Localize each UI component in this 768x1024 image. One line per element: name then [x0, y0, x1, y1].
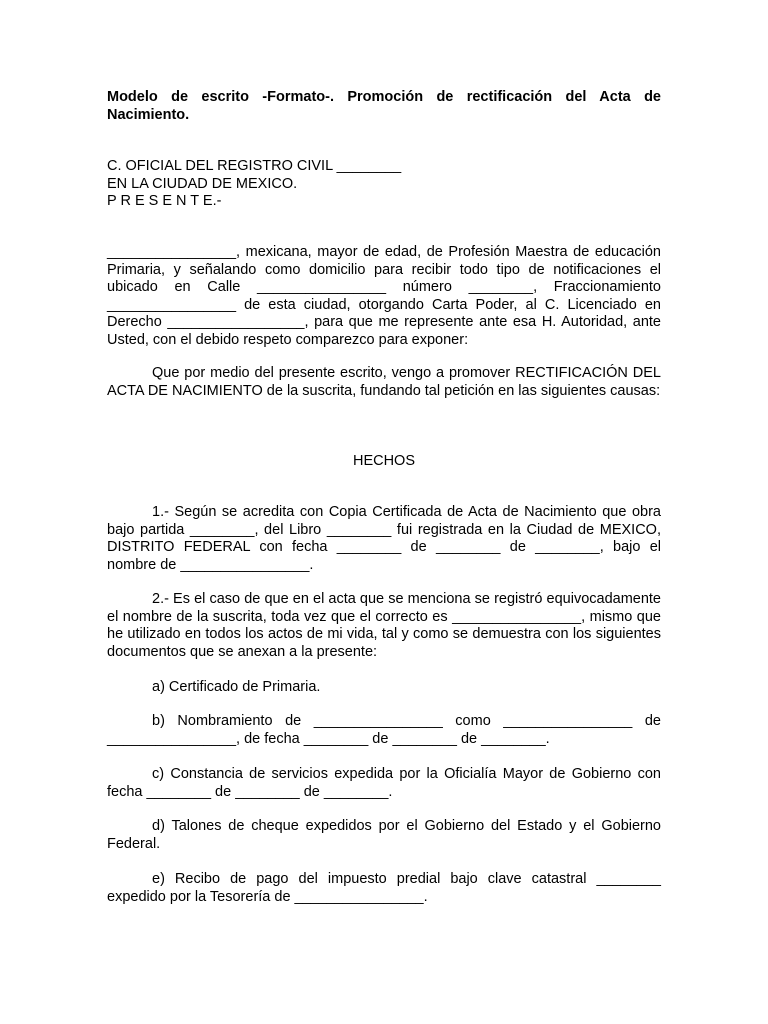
addressee-line-presente: P R E S E N T E.-: [107, 193, 222, 210]
list-item-d: d) Talones de cheque expedidos por el Gobierno del Estado y el Gobierno Federal.: [107, 818, 661, 852]
document-title: Modelo de escrito -Formato-. Promoción de rectificación del Acta de Nacimiento.: [107, 89, 661, 123]
addressee-line-official: C. OFICIAL DEL REGISTRO CIVIL ________: [107, 158, 402, 174]
intro-paragraph: ________________, mexicana, mayor de edad, de Profesión Maestra de educación Primaria, y señalando como domicilio para recibir todo tipo de notificaciones el ubicado en Calle ________________ número ________, Fraccionamiento ________________ de esta ciudad, otorgando Carta Poder, al C. Licenciado en Derecho _________________, para que me represente ante esa H. Autoridad, ante Usted, con el debido respeto comparezco para exponer:: [107, 244, 661, 348]
addressee-block: [107, 158, 661, 211]
list-item-c: c) Constancia de servicios expedida por la Oficialía Mayor de Gobierno con fecha ________ de ________ de ________.: [107, 766, 661, 800]
request-paragraph: Que por medio del presente escrito, vengo a promover RECTIFICACIÓN DEL ACTA DE NACIMIENTO de la suscrita, fundando tal petición en las siguientes causas:: [107, 365, 661, 399]
list-item-e: e) Recibo de pago del impuesto predial bajo clave catastral ________ expedido por la Tesorería de ________________.: [107, 871, 661, 905]
list-item-a: a) Certificado de Primaria.: [152, 679, 321, 695]
hechos-heading: HECHOS: [352, 453, 416, 469]
list-item-b: b) Nombramiento de ________________ como ________________ de ________________, de fecha ________ de ________ de ________.: [107, 713, 661, 747]
hecho-2-paragraph: 2.- Es el caso de que en el acta que se menciona se registró equivocadamente el nombre de la suscrita, toda vez que el correcto es ________________, mismo que he utilizado en todos los actos de mi vida, tal y como se demuestra con los siguientes documentos que se anexan a la presente:: [107, 591, 661, 660]
addressee-line-city: EN LA CIUDAD DE MEXICO.: [107, 175, 298, 192]
hecho-1-paragraph: 1.- Según se acredita con Copia Certificada de Acta de Nacimiento que obra bajo partida ________, del Libro ________ fui registrada en la Ciudad de MEXICO, DISTRITO FEDERAL con fecha ________ de ________ de ________, bajo el nombre de ________________.: [107, 504, 661, 573]
